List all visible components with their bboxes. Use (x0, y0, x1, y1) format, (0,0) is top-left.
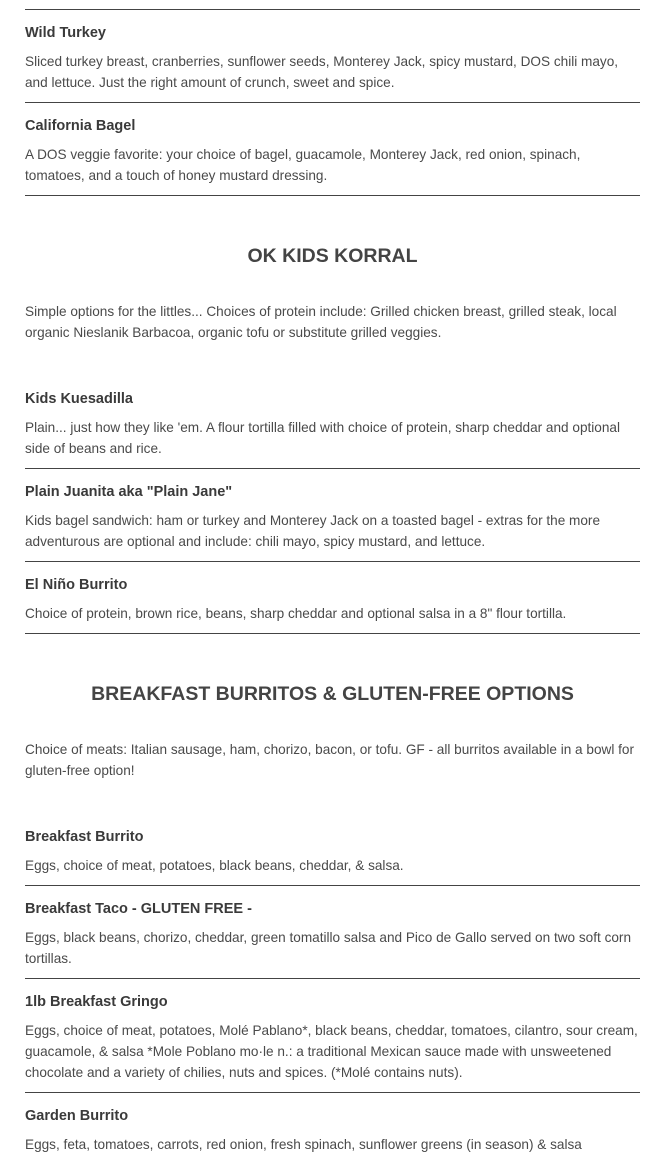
menu-item (25, 562, 640, 634)
menu-item-name: El Niño Burrito (25, 577, 128, 593)
menu-item-description: Eggs, choice of meat, potatoes, black beans, cheddar, & salsa. (25, 858, 404, 873)
menu-item (25, 886, 640, 979)
menu-item-description: A DOS veggie favorite: your choice of bagel, guacamole, Monterey Jack, red onion, spinach, tomatoes, and a touch of honey mustard dressing. (25, 147, 581, 183)
section-title: OK KIDS KORRAL (247, 245, 418, 267)
menu-item-name: Plain Juanita aka "Plain Jane" (25, 484, 233, 500)
menu-item-description: Choice of protein, brown rice, beans, sharp cheddar and optional salsa in a 8" flour tortilla. (25, 606, 567, 621)
menu-item-description: Eggs, choice of meat, potatoes, Molé Pablano*, black beans, cheddar, tomatoes, cilantro, sour cream, guacamole, & salsa *Mole Poblano mo·le n.: a traditional Mexican sauce made with unsweetened chocolate and a variety of chilies, nuts and spices. (*Molé contains nuts). (25, 1023, 638, 1080)
menu-item-name: 1lb Breakfast Gringo (25, 994, 168, 1010)
menu-item (25, 103, 640, 196)
menu-item-name: Garden Burrito (25, 1108, 129, 1124)
section-intro: Choice of meats: Italian sausage, ham, chorizo, bacon, or tofu. GF - all burritos available in a bowl for gluten-free option! (25, 742, 634, 778)
menu-item-description: Eggs, black beans, chorizo, cheddar, green tomatillo salsa and Pico de Gallo served on two soft corn tortillas. (25, 930, 632, 966)
section-intro: Simple options for the littles... Choices of protein include: Grilled chicken breast, grilled steak, local organic Nieslanik Barbacoa, organic tofu or substitute grilled veggies. (25, 304, 617, 340)
menu-item-description: Kids bagel sandwich: ham or turkey and Monterey Jack on a toasted bagel - extras for the more adventurous are optional and include: chili mayo, spicy mustard, and lettuce. (25, 513, 601, 549)
menu-item-name: Breakfast Taco - GLUTEN FREE - (25, 901, 252, 917)
section-title: BREAKFAST BURRITOS & GLUTEN-FREE OPTIONS (91, 683, 574, 705)
menu-item-name: Wild Turkey (25, 25, 106, 41)
menu-section-breakfast-burritos (25, 634, 640, 1164)
menu-item-name: Breakfast Burrito (25, 829, 144, 845)
menu-item (25, 10, 640, 103)
menu-section-sandwiches (25, 10, 640, 196)
menu-item-description: Eggs, feta, tomatoes, carrots, red onion, fresh spinach, sunflower greens (in season) & salsa (25, 1137, 582, 1152)
menu-item (25, 1093, 640, 1164)
menu-item-name: Kids Kuesadilla (25, 391, 133, 407)
menu-item (25, 376, 640, 469)
menu-section-kids-korral (25, 196, 640, 634)
menu-item-name: California Bagel (25, 118, 136, 134)
menu-item (25, 814, 640, 886)
menu-item (25, 979, 640, 1093)
menu-page (25, 0, 640, 1164)
menu-item (25, 469, 640, 562)
menu-item-description: Sliced turkey breast, cranberries, sunflower seeds, Monterey Jack, spicy mustard, DOS chili mayo, and lettuce. Just the right amount of crunch, sweet and spice. (25, 54, 619, 90)
menu-item-description: Plain... just how they like 'em. A flour tortilla filled with choice of protein, sharp cheddar and optional side of beans and rice. (25, 420, 621, 456)
